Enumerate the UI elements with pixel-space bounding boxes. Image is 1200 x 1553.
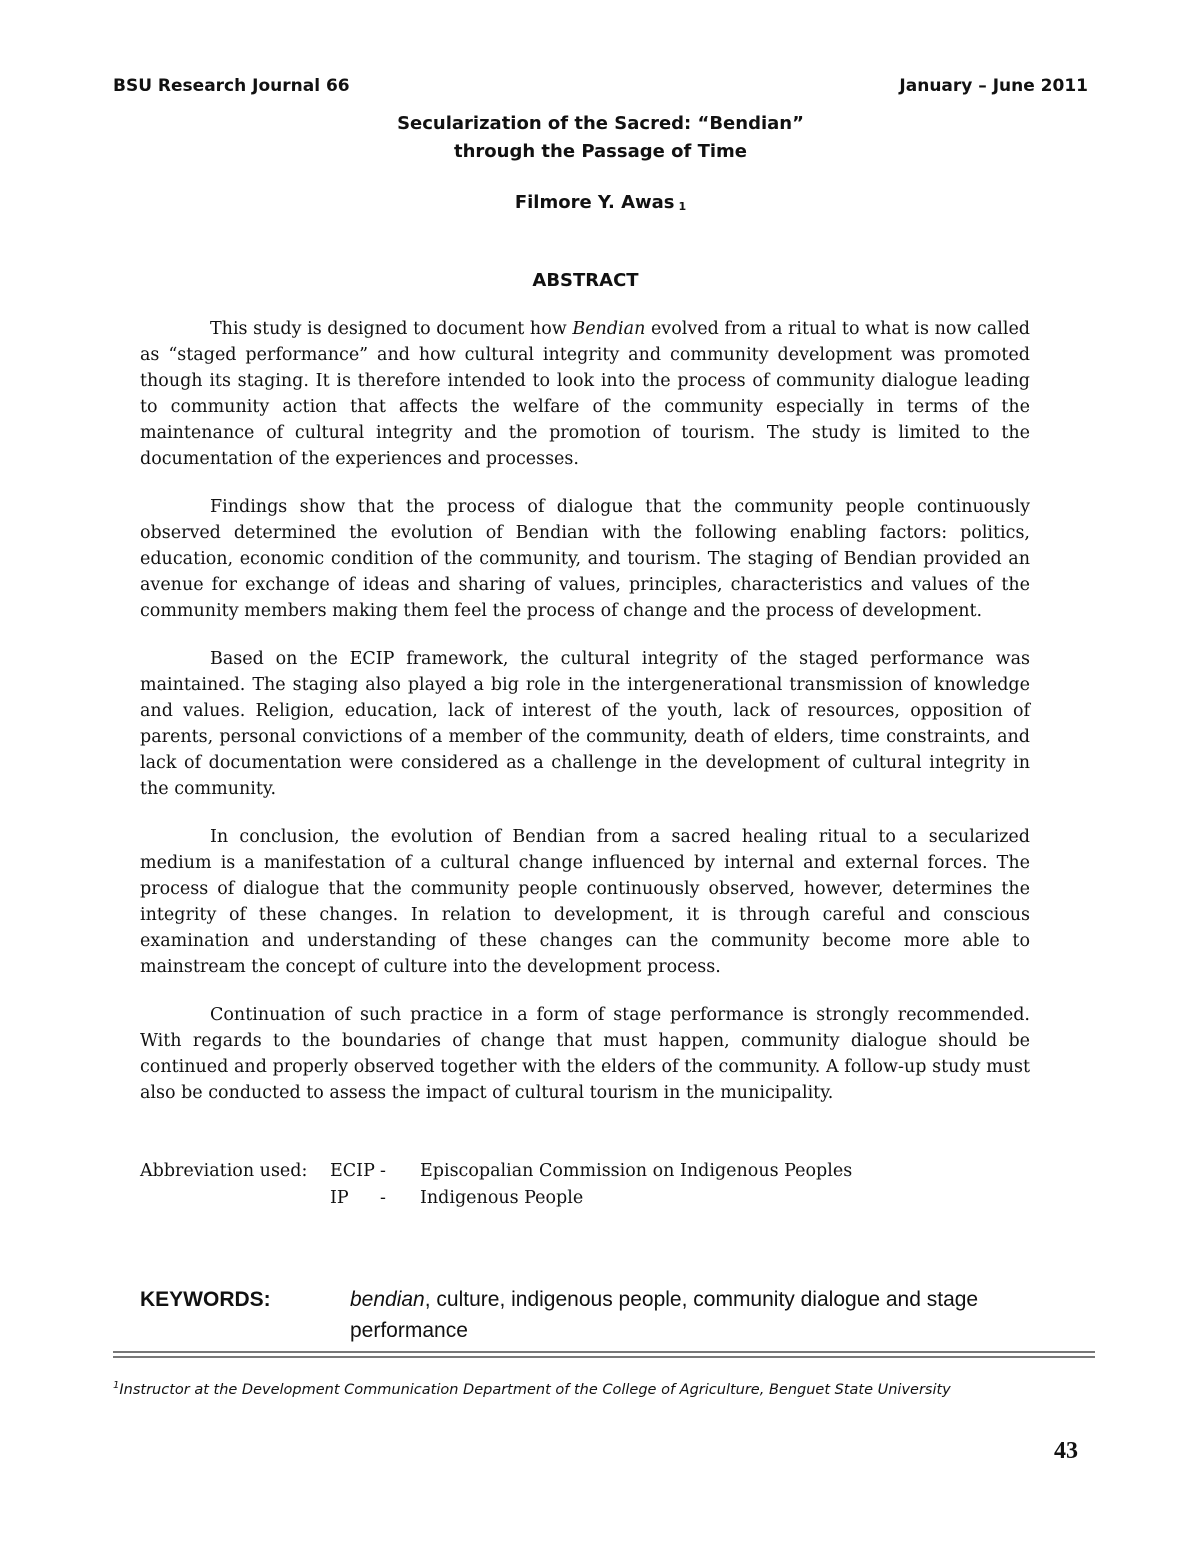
footnote-divider: [113, 1351, 1095, 1353]
abbreviation-row: [140, 1185, 852, 1212]
abbreviation-dash: -: [380, 1161, 386, 1181]
footnote-text: Instructor at the Development Communication Department of the College of Agriculture, Benguet State University: [119, 1381, 951, 1398]
title-line-1: Secularization of the Sacred: “Bendian”: [397, 113, 804, 134]
abstract-paragraph-1: This study is designed to document how Bendian evolved from a ritual to what is now called as “staged performance” and how cultural integrity and community development was promoted though its staging. It is therefore intended to look into the process of community dialogue leading to community action that affects the welfare of the community especially in terms of the maintenance of cultural integrity and the promotion of tourism. The study is limited to the documentation of the experiences and processes.: [140, 319, 1030, 469]
abstract-paragraph-4: In conclusion, the evolution of Bendian from a sacred healing ritual to a secularized medium is a manifestation of a cultural change influenced by internal and external forces. The process of dialogue that the community people continuously observed, however, determines the integrity of these changes. In relation to development, it is through careful and conscious examination and understanding of these changes can the community become more able to mainstream the concept of culture into the development process.: [140, 827, 1030, 977]
author-line: [113, 192, 1088, 213]
abbreviation-list: [140, 1158, 852, 1212]
footnote-mark: 1: [113, 1380, 120, 1391]
abstract-paragraph-5: Continuation of such practice in a form of stage performance is strongly recommended. With regards to the boundaries of change that must happen, community dialogue should be continued and properly observed together with the elders of the community. A follow-up study must also be conducted to assess the impact of cultural tourism in the municipality.: [140, 1005, 1030, 1103]
footnote: [113, 1380, 1088, 1398]
abbreviation-meaning: Episcopalian Commission on Indigenous Peoples: [420, 1161, 853, 1181]
page-number: 43: [1054, 1438, 1078, 1464]
abstract-body: [140, 316, 1030, 1128]
abbreviation-row: [140, 1158, 852, 1185]
abstract-paragraph-2: Findings show that the process of dialogue that the community people continuously observed determined the evolution of Bendian with the following enabling factors: politics, education, economic condition of the community, and tourism. The staging of Bendian provided an avenue for exchange of ideas and sharing of values, principles, characteristics and values of the community members making them feel the process of change and the process of development.: [140, 497, 1030, 621]
abbreviation-term: IP: [330, 1188, 349, 1208]
footnote-divider-secondary: [113, 1356, 1095, 1358]
issue-date: January – June 2011: [899, 76, 1088, 96]
running-header: [113, 76, 1088, 104]
abbreviation-term: ECIP: [330, 1161, 375, 1181]
journal-name: BSU Research Journal 66: [113, 76, 350, 96]
abstract-heading: ABSTRACT: [532, 270, 639, 291]
abbreviation-meaning: Indigenous People: [420, 1188, 584, 1208]
keywords-label: KEYWORDS:: [140, 1288, 271, 1311]
abbreviation-label: Abbreviation used:: [140, 1161, 308, 1181]
keywords-text: bendian, culture, indigenous people, community dialogue and stage performance: [350, 1288, 979, 1342]
paper-title: [113, 110, 1088, 166]
bendian-emphasis: Bendian: [572, 319, 646, 339]
abbreviation-dash: -: [380, 1188, 386, 1208]
author-footnote-mark: 1: [678, 200, 687, 213]
author-name: Filmore Y. Awas: [514, 192, 675, 213]
abstract-paragraph-3: Based on the ECIP framework, the cultural integrity of the staged performance was maintained. The staging also played a big role in the intergenerational transmission of knowledge and values. Religion, education, lack of interest of the youth, lack of resources, opposition of parents, personal convictions of a member of the community, death of elders, time constraints, and lack of documentation were considered as a challenge in the development of cultural integrity in the community.: [140, 649, 1030, 799]
title-line-2: through the Passage of Time: [453, 141, 747, 162]
